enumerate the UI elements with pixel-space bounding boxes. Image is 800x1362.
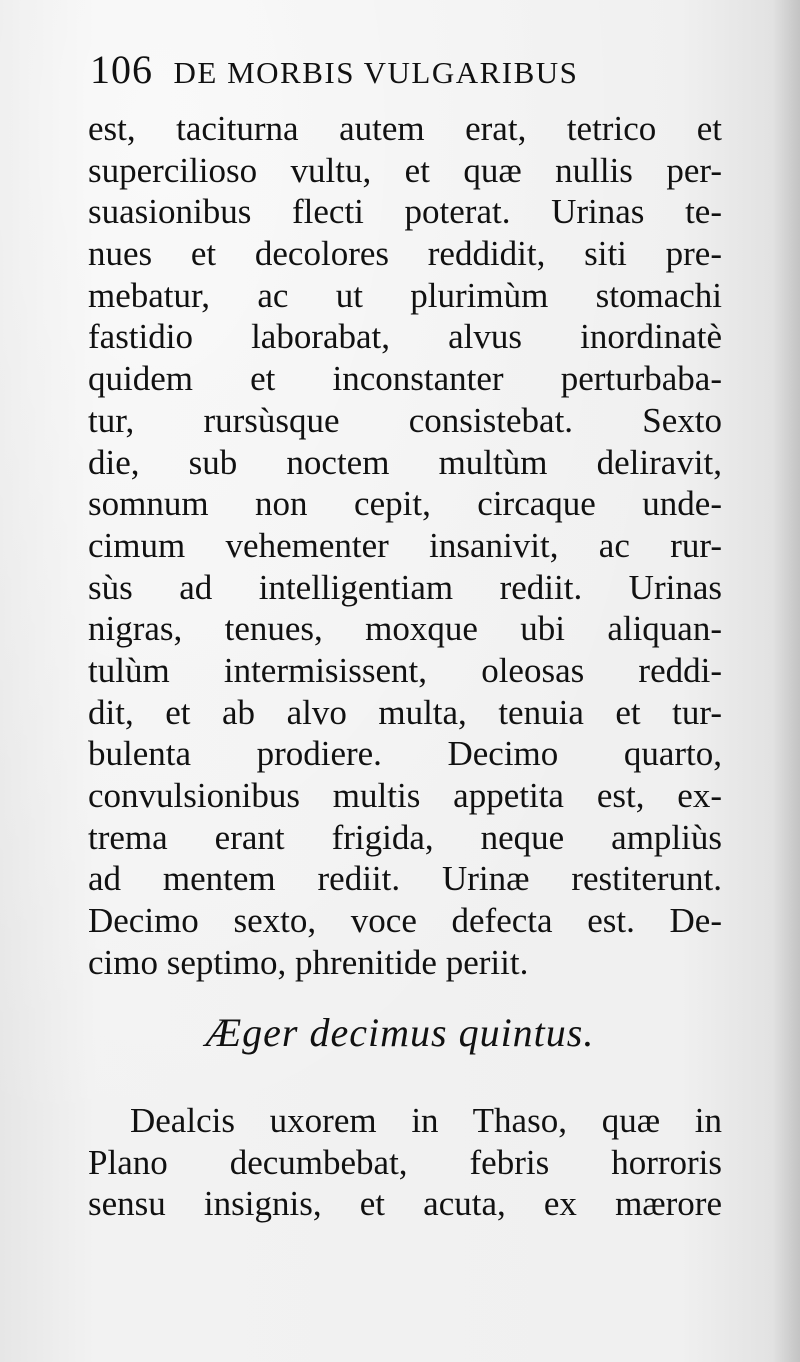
text-line: cimum vehementer insanivit, ac rur- xyxy=(88,525,722,565)
text-line: convulsionibus multis appetita est, ex- xyxy=(88,776,722,815)
text-line: suasionibus flecti poterat. Urinas te- xyxy=(88,192,722,232)
text-line: fastidio laborabat, alvus inordinatè xyxy=(88,317,722,357)
text-line: Decimo sexto, voce defecta est. De- xyxy=(88,901,722,941)
running-title: DE MORBIS VULGARIBUS xyxy=(173,55,579,90)
text-line: die, sub noctem multùm deliravit, xyxy=(88,442,722,482)
text-line: tur, rursùsque consistebat. Sexto xyxy=(88,400,722,440)
text-line: dit, et ab alvo multa, tenuia et tur- xyxy=(88,692,722,732)
text-line: nues et decolores reddidit, siti pre- xyxy=(88,234,722,274)
page-number: 106 xyxy=(90,47,153,92)
text-line: supercilioso vultu, et quæ nullis per- xyxy=(88,150,722,190)
text-line: ad mentem rediit. Urinæ restiterunt. xyxy=(88,859,722,899)
text-line: tulùm intermisissent, oleosas reddi- xyxy=(88,650,722,690)
text-line: somnum non cepit, circaque unde- xyxy=(88,484,722,524)
text-line: bulenta prodiere. Decimo quarto, xyxy=(88,734,722,774)
page-header xyxy=(90,44,730,96)
section-heading: Æger decimus quintus. xyxy=(205,1010,595,1055)
text-line: sùs ad intelligentiam rediit. Urinas xyxy=(88,567,722,607)
text-line: est, taciturna autem erat, tetrico et xyxy=(88,109,722,148)
text-line: trema erant frigida, neque ampliùs xyxy=(88,817,722,857)
paragraph-1 xyxy=(88,108,722,983)
text-line: mebatur, ac ut plurimùm stomachi xyxy=(88,275,722,315)
text-line: quidem et inconstanter perturbaba- xyxy=(88,359,722,399)
text-line: sensu insignis, et acuta, ex mærore xyxy=(88,1184,722,1224)
page-edge-shadow xyxy=(772,0,800,1362)
text-line: Dealcis uxorem in Thaso, quæ in xyxy=(130,1101,722,1140)
text-line: cimo septimo, phrenitide periit. xyxy=(88,942,529,982)
text-line: Plano decumbebat, febris horroris xyxy=(88,1142,722,1182)
text-line: nigras, tenues, moxque ubi aliquan- xyxy=(88,609,722,649)
paragraph-2 xyxy=(88,1100,722,1225)
